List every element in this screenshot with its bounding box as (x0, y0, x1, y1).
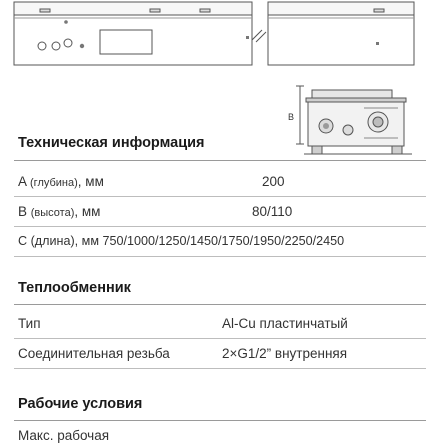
row-label-depth: A (глубина), мм (18, 174, 104, 189)
divider (14, 420, 426, 421)
row-label-max-working: Макс. рабочая (18, 428, 110, 443)
row-value-height: 80/110 (252, 204, 293, 219)
row-value-depth: 200 (262, 174, 285, 189)
row-value-type: Al-Cu пластинчатый (222, 316, 348, 331)
break-symbol (252, 30, 266, 42)
row-label-type: Тип (18, 316, 41, 331)
section-title-tech: Техническая информация (18, 135, 205, 151)
row-label-thread: Соединительная резьба (18, 346, 170, 361)
convector-front-view-right (268, 2, 414, 65)
dimension-label-b: B (288, 112, 295, 122)
row-label-length: C (длина), мм 750/1000/1250/1450/1750/1950/2250/2450 (18, 234, 345, 248)
convector-front-view-left (14, 2, 252, 65)
divider (14, 226, 426, 227)
row-value-length: 750/1000/1250/1450/1750/1950/2250/2450 (102, 234, 345, 248)
convector-side-section (296, 86, 412, 154)
divider (14, 160, 426, 161)
divider (14, 256, 426, 257)
row-value-thread: 2×G1/2” внутренняя (222, 346, 348, 361)
divider (14, 304, 426, 305)
divider (14, 338, 426, 339)
section-title-exchanger: Теплообменник (18, 280, 131, 296)
row-label-height: B (высота), мм (18, 204, 101, 219)
section-title-conditions: Рабочие условия (18, 396, 143, 412)
divider (14, 368, 426, 369)
divider (14, 196, 426, 197)
